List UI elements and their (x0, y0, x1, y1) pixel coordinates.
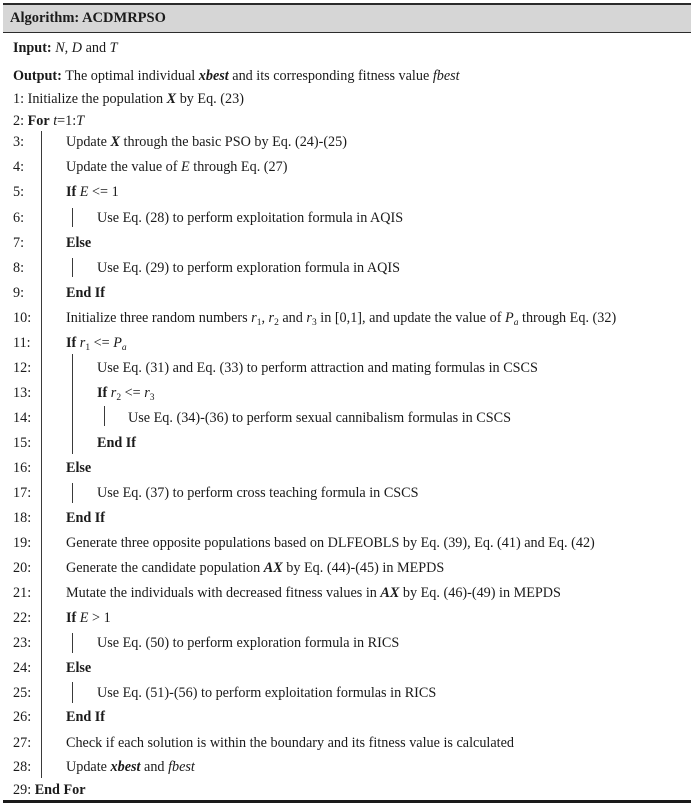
step-8: Use Eq. (29) to perform exploration formula in AQIS (97, 260, 400, 276)
step-7-number: 7: (13, 235, 25, 251)
step-28-number: 28: (13, 759, 32, 775)
output-var-xbest: xbest (198, 68, 229, 84)
step-20: Generate the candidate population AX by Eq. (44)-(45) in MEPDS (66, 560, 445, 576)
step-1: 1: Initialize the population X by Eq. (23) (13, 91, 244, 107)
bottom-rule (3, 800, 691, 803)
step-21: Mutate the individuals with decreased fitness values in AX by Eq. (46)-(49) in MEPDS (66, 585, 561, 601)
step-number: 2: (13, 113, 25, 129)
step-9: End If (66, 285, 106, 301)
step-2: 2: For t=1:T (13, 113, 85, 129)
step-10-number: 10: (13, 310, 32, 326)
step-6-number: 6: (13, 210, 25, 226)
step-14-number: 14: (13, 410, 32, 426)
output-text-2: and its corresponding fitness value (232, 68, 430, 84)
input-var-n: N (55, 40, 65, 56)
step-17-number: 17: (13, 485, 32, 501)
input-var-t: T (109, 40, 118, 56)
step-20-number: 20: (13, 560, 32, 576)
step-17: Use Eq. (37) to perform cross teaching formula in CSCS (97, 485, 419, 501)
step-4-number: 4: (13, 159, 25, 175)
if-bar-steps-12-15 (72, 354, 73, 454)
step-15-number: 15: (13, 435, 32, 451)
step-8-number: 8: (13, 260, 25, 276)
step-12-number: 12: (13, 360, 32, 376)
step-27-number: 27: (13, 735, 32, 751)
step-number: 1: (13, 91, 25, 107)
if-bar-step-17 (72, 483, 73, 503)
step-3: Update X through the basic PSO by Eq. (24)-(25) (66, 134, 347, 150)
if-bar-step-23 (72, 633, 73, 653)
step-24: Else (66, 660, 92, 676)
step-11-number: 11: (13, 335, 31, 351)
step-25-number: 25: (13, 685, 32, 701)
step-26: End If (66, 709, 106, 725)
step-25: Use Eq. (51)-(56) to perform exploitation formulas in RICS (97, 685, 437, 701)
algorithm-title: Algorithm: ACDMRPSO (3, 5, 691, 32)
step-16-number: 16: (13, 460, 32, 476)
output-label: Output: (13, 68, 62, 84)
step-27: Check if each solution is within the boundary and its fitness value is calculated (66, 735, 514, 751)
step-22: If E > 1 (66, 610, 111, 626)
step-12: Use Eq. (31) and Eq. (33) to perform attraction and mating formulas in CSCS (97, 360, 538, 376)
step-3-number: 3: (13, 134, 25, 150)
step-18-number: 18: (13, 510, 32, 526)
step-13-number: 13: (13, 385, 32, 401)
output-var-fbest: fbest (432, 68, 460, 84)
step-6: Use Eq. (28) to perform exploitation formula in AQIS (97, 210, 404, 226)
step-9-number: 9: (13, 285, 25, 301)
step-29: 29: End For (13, 782, 86, 798)
step-11: If $r_1 <= P_a$ (66, 335, 127, 353)
step-number: 29: (13, 782, 32, 798)
for-loop-bar (41, 131, 42, 778)
step-19: Generate three opposite populations based on DLFEOBLS by Eq. (39), Eq. (41) and Eq. (42) (66, 535, 595, 551)
step-23: Use Eq. (50) to perform exploration formula in RICS (97, 635, 400, 651)
step-22-number: 22: (13, 610, 32, 626)
step-28: Update xbest and fbest (66, 759, 195, 775)
step-23-number: 23: (13, 635, 32, 651)
step-26-number: 26: (13, 709, 32, 725)
step-7: Else (66, 235, 92, 251)
input-label: Input: (13, 40, 52, 56)
step-10: Initialize three random numbers $r_1$, $r_2$ and $r_3$ in [0,1], and update the value of $P_a$ through Eq. (32) (66, 310, 617, 328)
step-15: End If (97, 435, 137, 451)
step-24-number: 24: (13, 660, 32, 676)
step-5-number: 5: (13, 184, 25, 200)
input-var-d: D (71, 40, 83, 56)
output-line (13, 67, 460, 85)
step-4: Update the value of E through Eq. (27) (66, 159, 288, 175)
step-18: End If (66, 510, 106, 526)
step-19-number: 19: (13, 535, 32, 551)
input-line: Input: N, D and T (13, 40, 118, 56)
output-text-1: The optimal individual (65, 68, 196, 84)
if-bar-step-25 (72, 682, 73, 703)
algorithm-box (3, 3, 691, 803)
title-rule (3, 32, 691, 33)
if-bar-step-14 (104, 406, 105, 426)
if-bar-step-8 (72, 258, 73, 277)
step-5: If E <= 1 (66, 184, 119, 200)
if-bar-step-6 (72, 208, 73, 227)
step-16: Else (66, 460, 92, 476)
step-14: Use Eq. (34)-(36) to perform sexual cannibalism formulas in CSCS (128, 410, 511, 426)
step-13: If $r_2 <= r_3$ (97, 385, 155, 403)
step-21-number: 21: (13, 585, 32, 601)
